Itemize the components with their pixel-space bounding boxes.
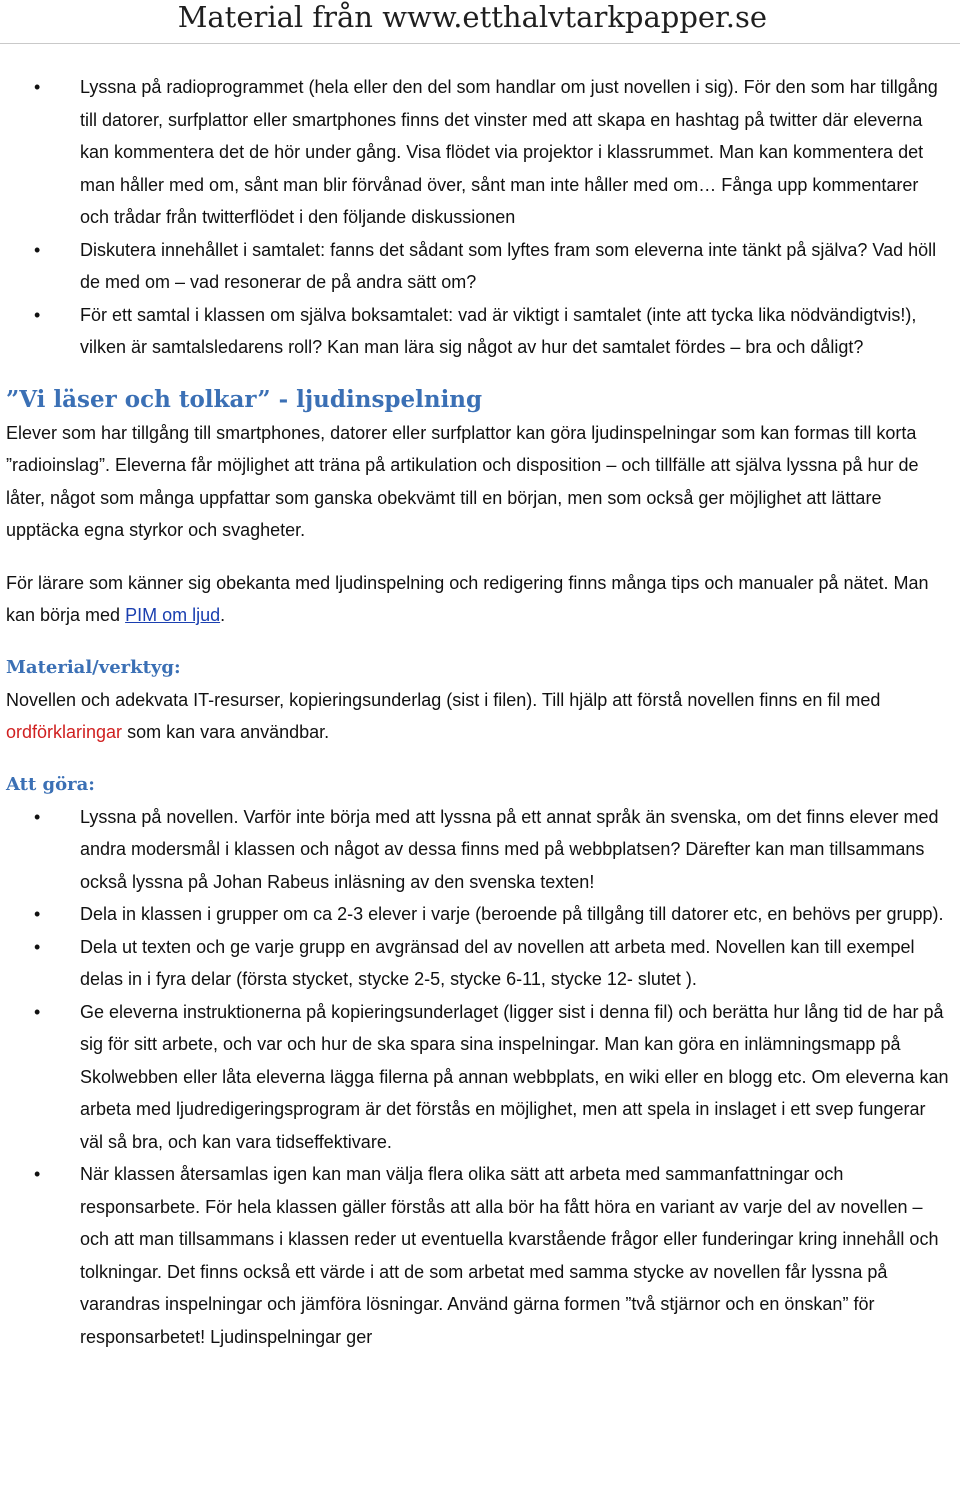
paragraph-text: .: [220, 605, 226, 625]
list-item: • För ett samtal i klassen om själva boksamtalet: vad är viktigt i samtalet (inte att tycka lika nödvändigtvis!), vilken är samtalsledarens roll? Kan man lära sig något av hur det samtalet fördes – bra och dåligt?: [0, 299, 960, 364]
list-item: • Diskutera innehållet i samtalet: fanns det sådant som lyftes fram som eleverna inte tänkt på själva? Vad höll de med om – vad resonerar de på andra sätt om?: [0, 234, 960, 299]
list-item: • Ge eleverna instruktionerna på kopieringsunderlaget (ligger sist i denna fil) och berätta hur lång tid de har på sig för sitt arbete, och var och hur de ska spara sina inspelningar. Man kan göra en inlämningsmapp på Skolwebben eller låta eleverna lägga filerna på annan webbplats, en wiki eller en blogg etc. Om eleverna kan arbeta med ljudredigeringsprogram är det förstås en möjlighet, men att spela in inslaget i ett svep fungerar väl så bra, och kan vara tidseffektivare.: [0, 996, 960, 1159]
todo-heading: Att göra:: [6, 773, 95, 795]
todo-bullet-list: [0, 801, 960, 1354]
header-divider: [0, 43, 960, 44]
list-item: • När klassen återsamlas igen kan man välja flera olika sätt att arbeta med sammanfattningar och responsarbete. För hela klassen gäller förstås att alla bör ha fått höra en variant av varje del av novellen – och att man tillsammans i klassen reder ut eventuella kvarstående frågor eller funderingar kring innehåll och tolkningar. Det finns också ett värde i att de som arbetat med samma stycke av novellen får lyssna på varandras inspelningar och jämföra lösningar. Använd gärna formen ”två stjärnor och en önskan” för responsarbetet! Ljudinspelningar ger: [0, 1158, 960, 1353]
section-title: ”Vi läser och tolkar” - ljudinspelning: [6, 385, 483, 413]
page-header: [0, 0, 960, 34]
glossary-link[interactable]: ordförklaringar: [6, 722, 123, 742]
intro-bullet-list: [0, 71, 960, 364]
list-item: • Dela in klassen i grupper om ca 2-3 elever i varje (beroende på tillgång till datorer etc, en behövs per grupp).: [0, 898, 960, 931]
document-body: [0, 71, 960, 1353]
section-paragraph: Elever som har tillgång till smartphones, datorer eller surfplattor kan göra ljudinspelningar som kan formas till korta ”radioinslag”. Eleverna får möjlighet att träna på artikulation och disposition – och tillfälle att själva lyssna på hur de låter, något som många uppfattar som ganska obekvämt till en början, men som också ger möjlighet att lättare upptäcka egna styrkor och svagheter.: [6, 422, 919, 540]
section-paragraph-tips: [0, 567, 960, 632]
header-title: Material från www.etthalvtarkpapper.se: [177, 0, 767, 34]
pim-link[interactable]: PIM om ljud: [125, 605, 221, 625]
paragraph-text: som kan vara användbar.: [122, 722, 330, 742]
list-item: • Lyssna på novellen. Varför inte börja med att lyssna på ett annat språk än svenska, om det finns elever med andra modersmål i klassen och något av dessa finns med på webbplatsen? Därefter kan man tillsammans också lyssna på Johan Rabeus inläsning av den svenska texten!: [0, 801, 960, 899]
list-item: • Dela ut texten och ge varje grupp en avgränsad del av novellen att arbeta med. Novellen kan till exempel delas in i fyra delar (första stycket, stycke 2-5, stycke 6-11, stycke 12- slutet ).: [0, 931, 960, 996]
paragraph-text: Novellen och adekvata IT-resurser, kopieringsunderlag (sist i filen). Till hjälp att förstå novellen finns en fil med: [6, 689, 881, 710]
list-item: • Lyssna på radioprogrammet (hela eller den del som handlar om just novellen i sig). För den som har tillgång till datorer, surfplattor eller smartphones finns det vinster med att skapa en hashtag på twitter där eleverna kan kommentera det de hör under gång. Visa flödet via projektor i klassrummet. Man kan kommentera det man håller med om, sånt man blir förvånad över, sånt man inte håller med om… Fånga upp kommentarer och trådar från twitterflödet i den följande diskussionen: [0, 71, 960, 234]
material-heading: Material/verktyg:: [6, 656, 181, 678]
material-paragraph: [0, 684, 960, 749]
paragraph-text: För lärare som känner sig obekanta med ljudinspelning och redigering finns många tips och manualer på nätet. Man kan börja med: [6, 572, 929, 625]
